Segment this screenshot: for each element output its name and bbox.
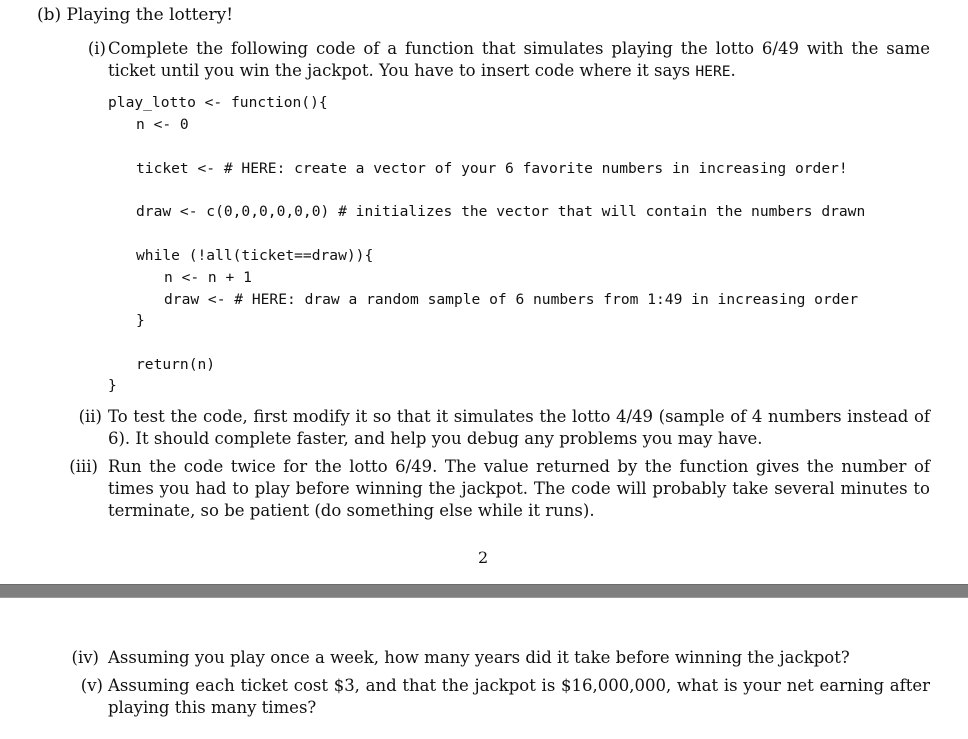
question-ii xyxy=(0,406,968,450)
question-v xyxy=(0,675,968,719)
question-i-text-end: . xyxy=(730,61,736,80)
question-i-text xyxy=(108,38,930,83)
question-iv xyxy=(0,647,968,669)
code-line-3: ticket <- # HERE: create a vector of your 6 favorite numbers in increasing order! xyxy=(136,160,848,177)
question-iii-text: Run the code twice for the lotto 6/49. The value returned by the function gives the number of times you had to play before winning the jackpot. The code will probably take several minutes to terminate, so be patient (do something else while it runs). xyxy=(108,457,930,520)
code-line-4: draw <- c(0,0,0,0,0,0) # initializes the vector that will contain the numbers drawn xyxy=(136,203,866,220)
code-line-6: n <- n + 1 xyxy=(164,269,252,286)
code-line-10: } xyxy=(108,377,117,394)
item-label-iv: (iv) xyxy=(71,648,99,667)
question-iii xyxy=(0,456,968,522)
code-line-1: play_lotto <- function(){ xyxy=(108,94,328,111)
here-keyword: HERE xyxy=(695,63,731,80)
code-line-5: while (!all(ticket==draw)){ xyxy=(136,247,374,264)
item-label-ii: (ii) xyxy=(78,407,102,426)
question-i xyxy=(0,38,968,82)
question-iv-text: Assuming you play once a week, how many years did it take before winning the jackpot? xyxy=(108,648,850,667)
item-label-iii: (iii) xyxy=(69,457,98,476)
code-line-2: n <- 0 xyxy=(136,116,189,133)
page-divider xyxy=(0,584,968,598)
question-ii-text: To test the code, first modify it so that it simulates the lotto 4/49 (sample of 4 numbers instead of 6). It should complete faster, and help you debug any problems you may have. xyxy=(108,407,930,448)
code-line-8: } xyxy=(136,312,145,329)
page-number: 2 xyxy=(478,548,489,567)
question-i-text-start: Complete the following code of a function that simulates playing the lotto 6/49 with the same ticket until you win the jackpot. You have to insert code where it says xyxy=(108,39,930,80)
question-v-text: Assuming each ticket cost $3, and that the jackpot is $16,000,000, what is your net earning after playing this many times? xyxy=(108,676,930,717)
code-line-7: draw <- # HERE: draw a random sample of 6 numbers from 1:49 in increasing order xyxy=(164,291,859,308)
item-label-i: (i) xyxy=(87,39,106,58)
item-label-v: (v) xyxy=(80,676,103,695)
section-heading: (b) Playing the lottery! xyxy=(37,5,234,25)
code-line-9: return(n) xyxy=(136,356,216,373)
